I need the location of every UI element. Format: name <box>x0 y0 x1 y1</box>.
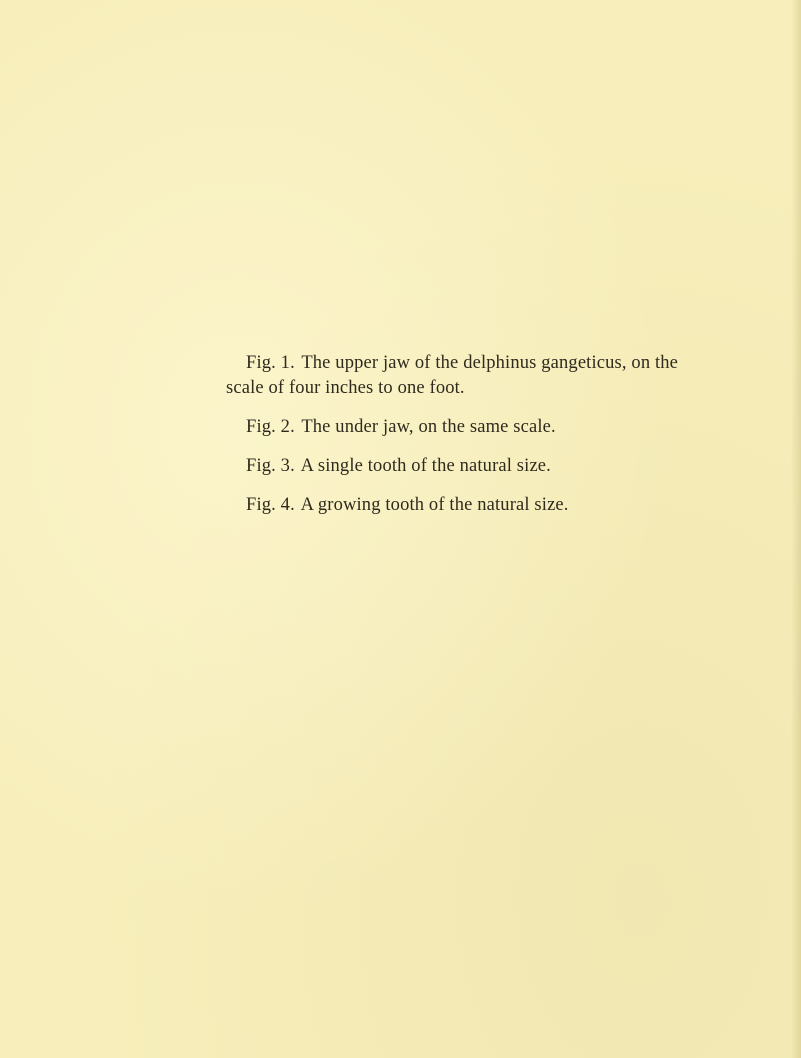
caption-text: The under jaw, on the same scale. <box>301 417 556 437</box>
caption-label: Fig. 2. <box>246 417 295 437</box>
caption-text: A growing tooth of the natural size. <box>300 495 569 515</box>
page-edge-shadow <box>791 0 801 1058</box>
figure-captions <box>226 351 686 532</box>
caption-label: Fig. 4. <box>246 495 295 515</box>
caption-label: Fig. 3. <box>246 456 295 476</box>
caption-fig-1 <box>226 351 686 401</box>
caption-fig-4 <box>226 493 686 518</box>
caption-text: A single tooth of the natural size. <box>300 456 551 476</box>
caption-fig-3 <box>226 454 686 479</box>
caption-text: The upper jaw of the delphinus gangeticus, on the scale of four inches to one foot. <box>226 353 679 398</box>
caption-label: Fig. 1. <box>246 353 295 373</box>
caption-fig-2 <box>226 415 686 440</box>
